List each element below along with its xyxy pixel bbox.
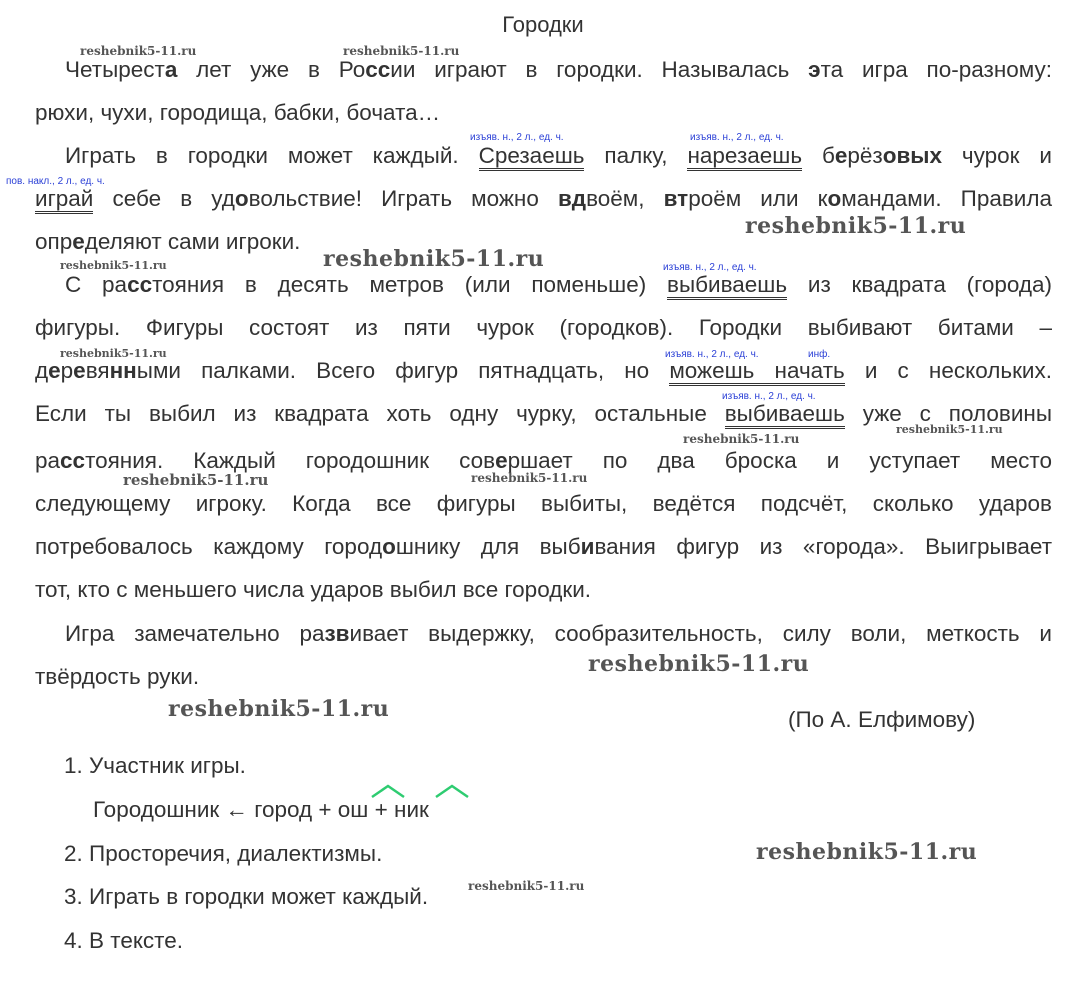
p2-line3: определяют сами игроки. bbox=[35, 229, 301, 254]
annotation-vybivaesh-2: изъяв. н., 2 л., ед. ч. bbox=[722, 391, 816, 402]
verb-mozhesh-nachat: можешь начать bbox=[669, 358, 844, 386]
author-attribution: (По А. Елфимову) bbox=[788, 707, 976, 732]
p4-line1: Игра замечательно развивает выдержку, сообразительность, силу воли, меткость и bbox=[65, 621, 1052, 646]
answer-1-morphemes: Городошник ← город + ош + ник bbox=[93, 797, 429, 822]
verb-vybivaesh-2: выбиваешь bbox=[725, 401, 845, 429]
watermark: reshebnik5-11.ru bbox=[896, 423, 1003, 436]
p4-line2: твёрдость руки. bbox=[35, 664, 200, 689]
p3-line2: фигуры. Фигуры состоят из пяти чурок (городков). Городки выбивают битами – bbox=[35, 315, 1052, 340]
watermark: reshebnik5-11.ru bbox=[588, 651, 810, 677]
p2-line2: играй себе в удовольствие! Играть можно вдвоём, втроём или командами. Правила bbox=[35, 185, 1052, 213]
answer-3: 3. Играть в городки может каждый. bbox=[64, 884, 429, 909]
verb-narezaesh: нарезаешь bbox=[687, 143, 802, 171]
suffix-osh: ош bbox=[337, 797, 369, 822]
verb-igrai: играй bbox=[35, 186, 93, 214]
suffix-nik: ник bbox=[394, 797, 429, 822]
p3-line4: Если ты выбил из квадрата хоть одну чурку, остальные выбиваешь уже с половины bbox=[35, 400, 1052, 428]
watermark: reshebnik5-11.ru bbox=[168, 696, 390, 722]
watermark: reshebnik5-11.ru bbox=[323, 246, 545, 272]
watermark: reshebnik5-11.ru bbox=[123, 471, 269, 489]
page-title: Городки bbox=[502, 12, 584, 37]
answer-4: 4. В тексте. bbox=[64, 928, 184, 953]
p3-line3: деревянными палками. Всего фигур пятнадцать, но можешь начать и с нескольких. bbox=[35, 357, 1052, 385]
verb-vybivaesh-1: выбиваешь bbox=[667, 272, 787, 300]
verb-srezaesh: Срезаешь bbox=[479, 143, 585, 171]
watermark: reshebnik5-11.ru bbox=[756, 839, 978, 865]
annotation-vybivaesh-1: изъяв. н., 2 л., ед. ч. bbox=[663, 262, 757, 273]
p3-line5: расстояния. Каждый городошник совершает по два броска и уступает место bbox=[35, 448, 1053, 473]
annotation-narezaesh: изъяв. н., 2 л., ед. ч. bbox=[690, 132, 784, 143]
watermark: reshebnik5-11.ru bbox=[683, 432, 800, 446]
p3-line8: тот, кто с меньшего числа ударов выбил все городки. bbox=[35, 577, 592, 602]
annotation-srezaesh: изъяв. н., 2 л., ед. ч. bbox=[470, 132, 564, 143]
suffix-arc-icon bbox=[370, 783, 406, 799]
watermark: reshebnik5-11.ru bbox=[60, 259, 167, 272]
p3-line1: С расстояния в десять метров (или поменьше) выбиваешь из квадрата (города) bbox=[35, 271, 1052, 299]
watermark: reshebnik5-11.ru bbox=[343, 44, 460, 58]
watermark: reshebnik5-11.ru bbox=[80, 44, 197, 58]
p3-line7: потребовалось каждому городошнику для выбивания фигур из «города». Выигрывает bbox=[35, 534, 1052, 559]
answer-2: 2. Просторечия, диалектизмы. bbox=[64, 841, 383, 866]
watermark: reshebnik5-11.ru bbox=[468, 879, 585, 893]
watermark: reshebnik5-11.ru bbox=[471, 471, 588, 485]
p1-line1: Четыреста лет уже в России играют в городки. Называлась эта игра по-разному: bbox=[65, 57, 1052, 82]
p2-line1: Играть в городки может каждый. Срезаешь палку, нарезаешь берёзовых чурок и bbox=[35, 142, 1052, 170]
annotation-nachat: инф. bbox=[808, 349, 831, 360]
watermark: reshebnik5-11.ru bbox=[745, 213, 967, 239]
answer-1: 1. Участник игры. bbox=[64, 753, 246, 778]
p1-line2: рюхи, чухи, городища, бабки, бочата… bbox=[35, 100, 441, 125]
p3-line6: следующему игроку. Когда все фигуры выбиты, ведётся подсчёт, сколько ударов bbox=[35, 491, 1052, 516]
annotation-igrai: пов. накл., 2 л., ед. ч. bbox=[6, 176, 105, 187]
suffix-arc-icon bbox=[434, 783, 470, 799]
watermark: reshebnik5-11.ru bbox=[60, 347, 167, 360]
annotation-mozhesh: изъяв. н., 2 л., ед. ч. bbox=[665, 349, 759, 360]
